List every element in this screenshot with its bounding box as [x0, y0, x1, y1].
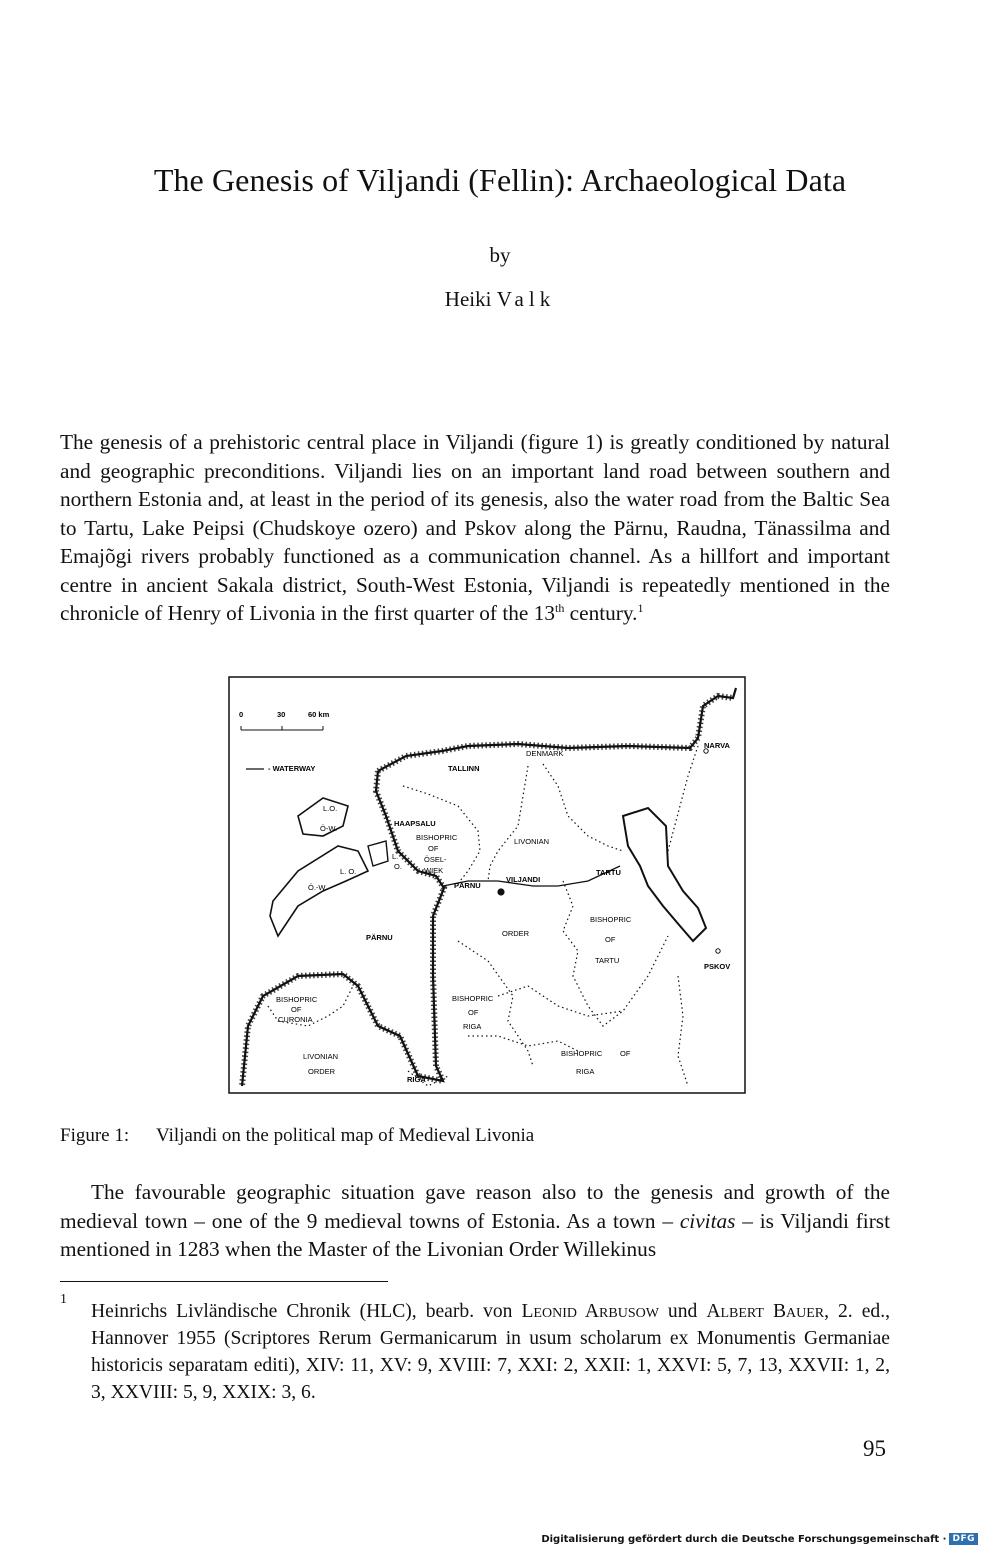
label-bishopric-osel-2: OF	[428, 844, 439, 853]
footnote-part-1: Heinrichs Livländische Chronik (HLC), bearb. von	[91, 1301, 522, 1322]
footnote-part-3: , 2. ed., Hannover 1955 (Scriptores Rerum Germanicarum in usum scholarum ex Monumentis Germaniae historicis separatam editi), XIV: 11, XV: 9, XVIII: 7, XXI: 2, XXII: 1, XXVI: 5, 7, 13, XXVII: 1, 2, 3, XXVIII: 5, 9, XXIX: 3, 6.	[91, 1301, 890, 1403]
label-bishopric-osel-4: WIEK	[424, 866, 444, 875]
label-bishopric-curonia-2: OF	[291, 1005, 302, 1014]
label-bishopric-osel-1: BISHOPRIC	[416, 833, 458, 842]
scale-mid: 30	[277, 710, 286, 719]
scale-zero: 0	[239, 710, 244, 719]
viljandi-marker	[497, 888, 504, 895]
footnote-part-2: und	[658, 1301, 707, 1322]
figure-caption-number: Figure 1:	[60, 1125, 130, 1146]
label-bishopric-curonia-1: BISHOPRIC	[276, 995, 318, 1004]
scale-end: 60 km	[308, 710, 330, 719]
author-last-name: Valk	[496, 287, 556, 311]
dfg-funding-note	[541, 1533, 978, 1545]
label-tallinn: TALLINN	[448, 764, 480, 773]
label-livonian-order-1: LIVONIAN	[303, 1052, 339, 1061]
label-bishopric-riga-1: BISHOPRIC	[452, 994, 494, 1003]
label-bishopric-osel-3: ÖSEL-	[424, 855, 447, 864]
footnote-name-1: Leonid Arbusow	[521, 1301, 659, 1322]
label-lo-2: L. O.	[340, 867, 357, 876]
paragraph-2-text-after: – is Viljandi first mentioned in 1283 when the Master of the Livonian Order Willekinus	[60, 1208, 890, 1261]
author-first-name: Heiki	[444, 287, 492, 311]
map-svg	[228, 676, 746, 1094]
label-bishopric-tartu-3: TARTU	[595, 956, 620, 965]
paragraph-2-italic: civitas	[679, 1208, 736, 1233]
label-bishopric-riga-s2: OF	[620, 1049, 631, 1058]
footnote-separator	[60, 1281, 388, 1282]
figure-caption	[60, 1125, 534, 1147]
map-frame	[229, 677, 745, 1093]
label-order: ORDER	[502, 929, 530, 938]
label-lo-1: L.O.	[323, 804, 338, 813]
label-parnu-town: PÄRNU	[454, 881, 481, 890]
label-denmark: DENMARK	[526, 749, 564, 758]
byline: by	[489, 243, 511, 267]
footnote-name-2: Albert Bauer	[706, 1301, 825, 1322]
footnote-text	[91, 1298, 890, 1406]
label-bishopric-riga-s3: RIGA	[576, 1067, 595, 1076]
label-livonian: LIVONIAN	[514, 837, 550, 846]
label-bishopric-riga-2: OF	[468, 1008, 479, 1017]
figure-map	[228, 676, 746, 1094]
paragraph-2	[60, 1178, 890, 1264]
footnote-mark: 1	[60, 1292, 67, 1307]
label-lo-4: O.	[394, 862, 402, 871]
label-parnu-region: PÄRNU	[366, 933, 393, 942]
label-tartu: TARTU	[596, 868, 621, 877]
label-lo-3: L.	[392, 852, 399, 861]
label-riga: RIGA	[407, 1075, 426, 1084]
paragraph-1-tail: century.	[564, 601, 638, 625]
author	[0, 287, 1000, 312]
label-bishopric-riga-s1: BISHOPRIC	[561, 1049, 603, 1058]
paragraph-2-text-before: The favourable geographic situation gave reason also to the genesis and growth of the medieval town – one of the 9 medieval towns of Estonia. As a town –	[60, 1180, 890, 1233]
article-title: The Genesis of Viljandi (Fellin): Archaeological Data	[153, 162, 847, 198]
label-pskov: PSKOV	[704, 962, 731, 971]
label-livonian-order-2: ORDER	[308, 1067, 336, 1076]
label-viljandi: VILJANDI	[506, 875, 541, 884]
page-number: 95	[863, 1436, 886, 1461]
legend-waterway: - WATERWAY	[268, 764, 316, 773]
figure-caption-text: Viljandi on the political map of Medieval Livonia	[156, 1125, 535, 1146]
dfg-note-text: Digitalisierung gefördert durch die Deutsche Forschungsgemeinschaft ·	[541, 1533, 947, 1545]
label-bishopric-tartu-2: OF	[605, 935, 616, 944]
ordinal-suffix: th	[555, 600, 565, 615]
label-narva: NARVA	[704, 741, 730, 750]
dfg-logo-icon: DFG	[949, 1533, 978, 1545]
label-ow-2: Ö.-W.	[308, 883, 328, 892]
label-bishopric-riga-3: RIGA	[463, 1022, 482, 1031]
footnote-ref[interactable]: 1	[637, 600, 644, 615]
paragraph-1-text: The genesis of a prehistoric central place in Viljandi (figure 1) is greatly conditioned by natural and geographic preconditions. Viljandi lies on an important land road between southern and northern Estonia and, at least in the period of its genesis, also the water road from the Baltic Sea to Tartu, Lake Peipsi (Chudskoye ozero) and Pskov along the Pärnu, Raudna, Tänassilma and Emajõgi rivers probably functioned as a communication channel. As a hillfort and important centre in ancient Sakala district, South-West Estonia, Viljandi is repeatedly mentioned in the chronicle of Henry of Livonia in the first quarter of the 13	[60, 430, 890, 625]
label-bishopric-curonia-3: CURONIA	[278, 1015, 313, 1024]
label-haapsalu: HAAPSALU	[394, 819, 436, 828]
paragraph-1	[60, 428, 890, 628]
label-bishopric-tartu-1: BISHOPRIC	[590, 915, 632, 924]
label-ow-1: Ö-W.	[320, 824, 338, 833]
